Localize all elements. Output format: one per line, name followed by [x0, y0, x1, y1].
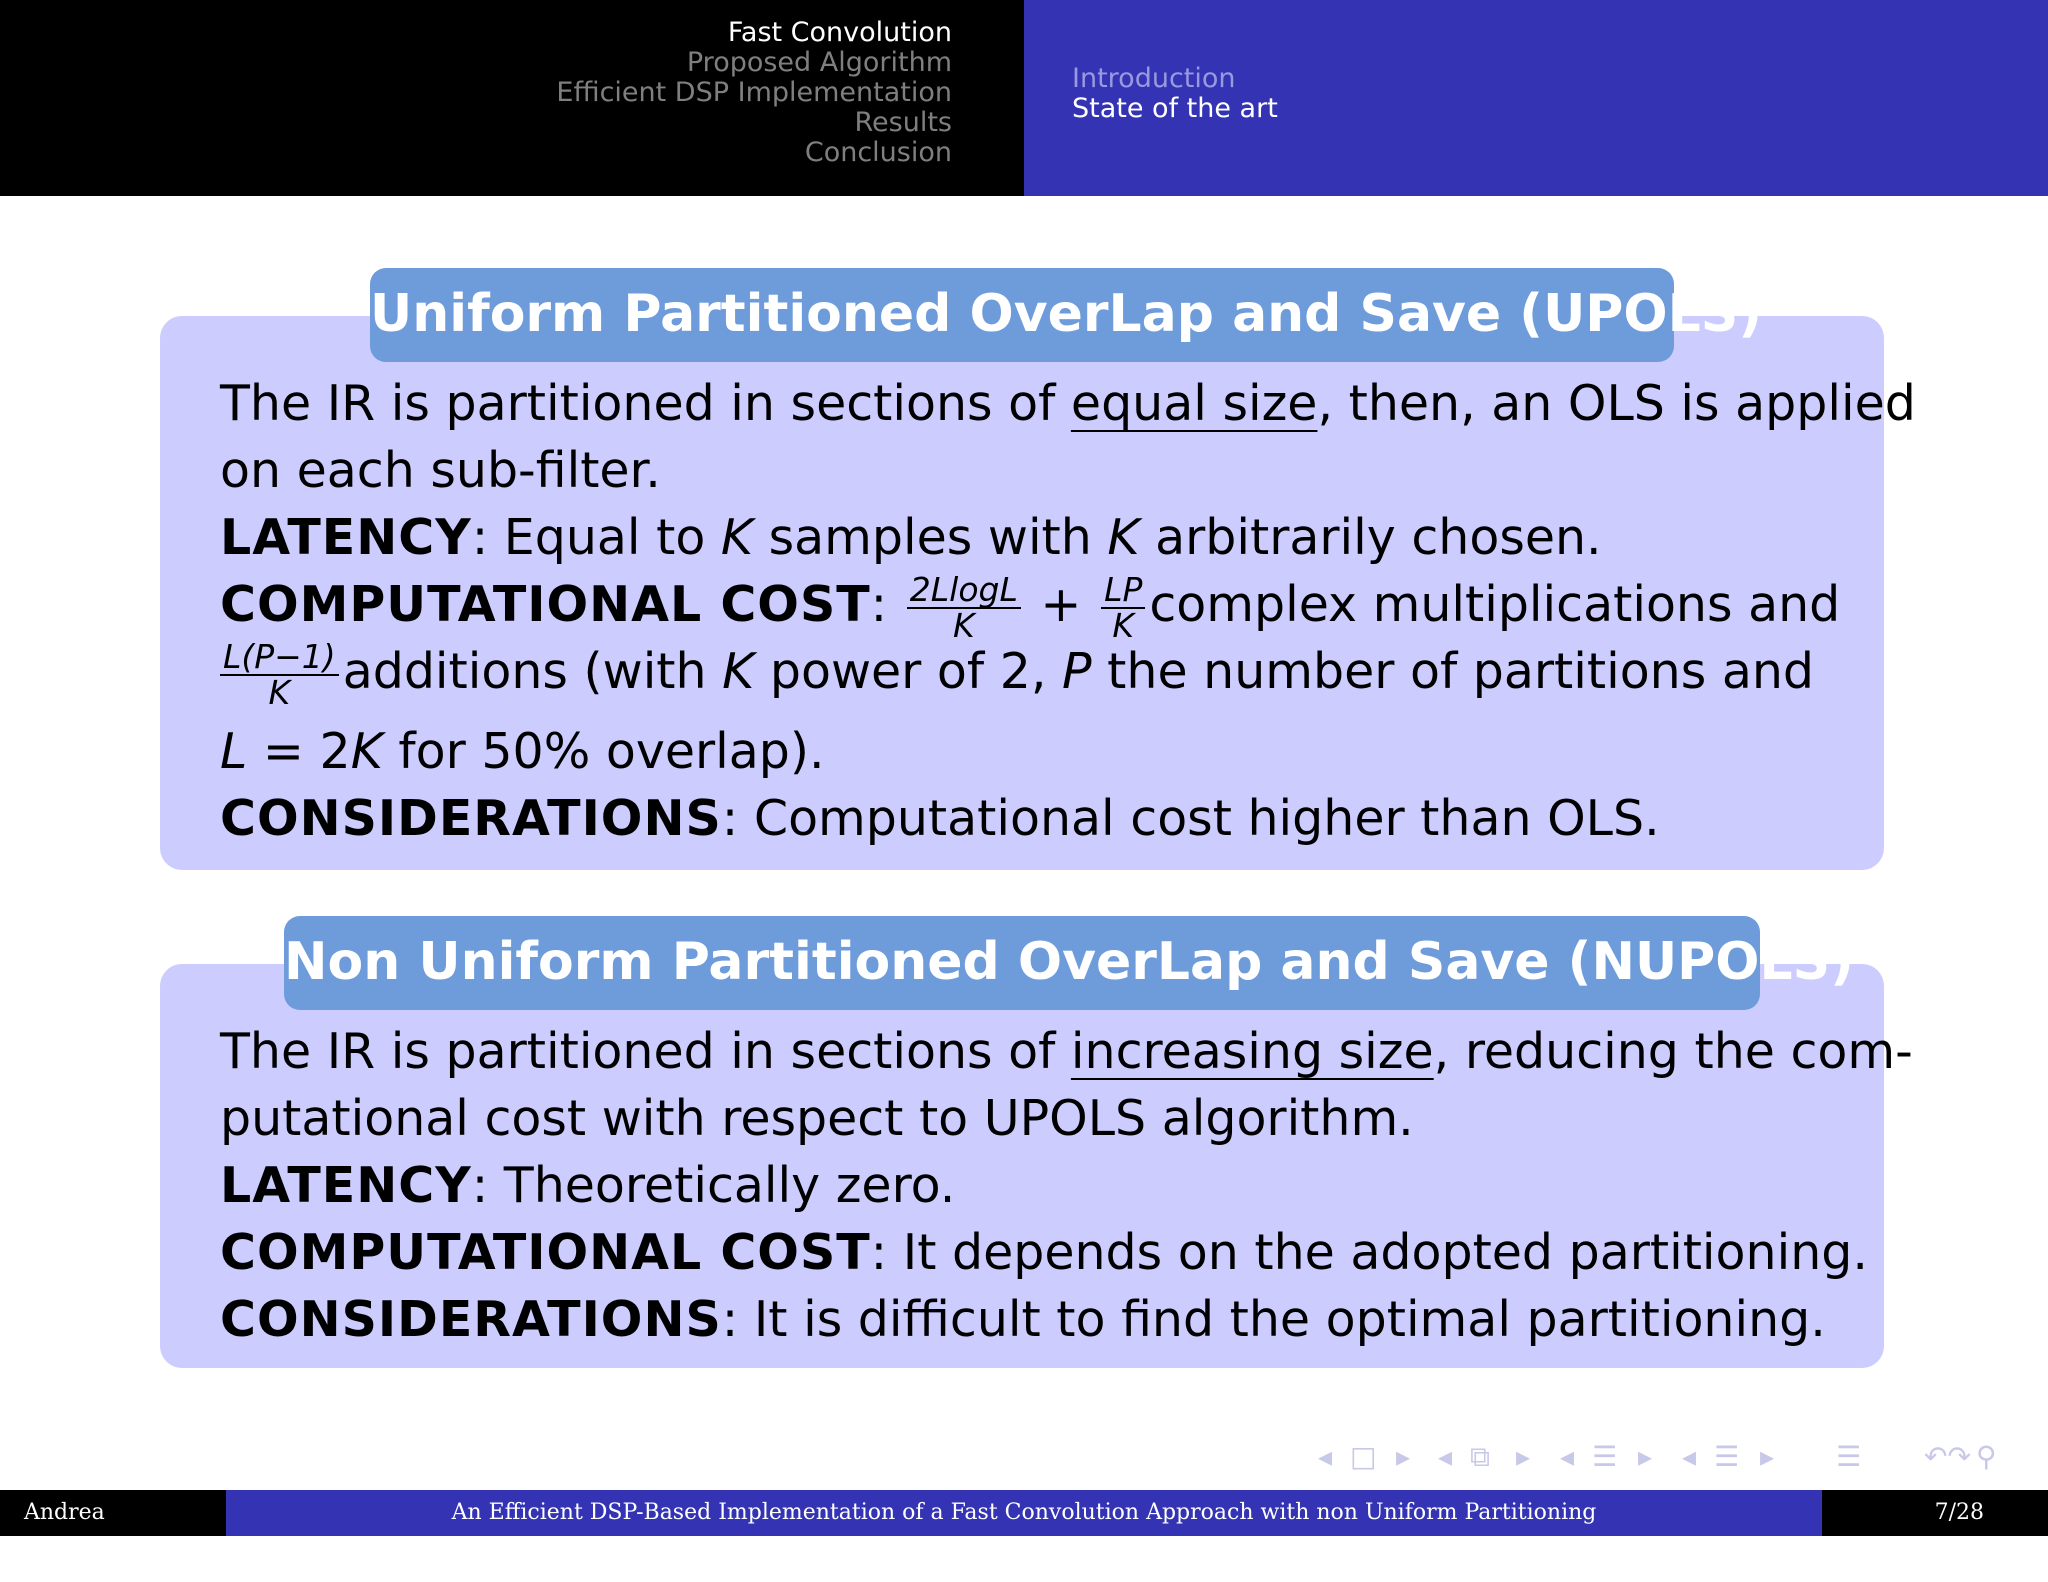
fraction-lp1-over-k	[220, 636, 339, 712]
header-sections-panel	[0, 0, 1024, 196]
math-k: K	[720, 509, 754, 566]
subsection-prev-icon[interactable]: ◂	[1438, 1440, 1453, 1473]
text: power of 2,	[754, 643, 1063, 700]
text: for 50% overlap).	[382, 723, 825, 780]
numerator: 2LlogL	[907, 573, 1021, 609]
text: : Theoretically zero.	[471, 1157, 956, 1214]
increasing-size-underlined: increasing size	[1070, 1023, 1434, 1080]
denominator: K	[952, 605, 975, 645]
text: : It depends on the adopted partitioning.	[870, 1224, 1868, 1281]
upols-latency	[220, 504, 1916, 571]
upols-additions	[220, 638, 1916, 718]
upols-considerations	[220, 785, 1916, 852]
section-efficient-dsp[interactable]: Efficient DSP Implementation	[556, 77, 952, 108]
nav-prev-icon[interactable]: ◂	[1318, 1440, 1333, 1473]
nupols-line-1	[220, 1018, 1913, 1085]
considerations-label: CONSIDERATIONS	[220, 1291, 722, 1348]
back-forward-icon[interactable]: ↶↷	[1924, 1440, 1971, 1473]
beamer-navigation	[1310, 1440, 2030, 1480]
section-proposed-algorithm[interactable]: Proposed Algorithm	[686, 47, 952, 78]
text: , reducing the com-	[1433, 1023, 1913, 1080]
search-icon[interactable]: ⚲	[1976, 1440, 1997, 1473]
math-p: P	[1062, 643, 1092, 700]
nupols-latency	[220, 1152, 1913, 1219]
appendix-icon[interactable]: ☰	[1714, 1440, 1740, 1473]
upols-block-title: Uniform Partitioned OverLap and Save (UPOLS)	[370, 268, 1674, 362]
text: The IR is partitioned in sections of	[220, 375, 1071, 432]
nupols-cost	[220, 1219, 1913, 1286]
cost-label: COMPUTATIONAL COST	[220, 1224, 871, 1281]
footer-title: An Efficient DSP-Based Implementation of a Fast Convolution Approach with non Uniform Partitioning	[451, 1500, 1597, 1525]
footer-author: Andrea Primavera	[24, 1500, 140, 1571]
nupols-considerations	[220, 1286, 1913, 1353]
section-fast-convolution[interactable]: Fast Convolution	[727, 17, 952, 48]
subsection-icon[interactable]: ⧉	[1470, 1440, 1490, 1473]
considerations-label: CONSIDERATIONS	[220, 790, 722, 847]
nupols-line-2: putational cost with respect to UPOLS algorithm.	[220, 1090, 1414, 1147]
text: : Computational cost higher than OLS.	[721, 790, 1660, 847]
toc-icon[interactable]: ☰	[1836, 1440, 1862, 1473]
footer-page-panel	[1822, 1490, 2048, 1536]
math-k: K	[722, 643, 755, 700]
text: , then, an OLS is applied	[1317, 375, 1916, 432]
subsection-nav	[1072, 64, 1278, 124]
subsection-state-of-the-art[interactable]: State of the art	[1072, 93, 1278, 124]
upols-line-1	[220, 370, 1916, 437]
text: : Equal to	[471, 509, 721, 566]
footer-author-panel	[0, 1490, 226, 1571]
numerator: LP	[1101, 573, 1145, 609]
nupols-content	[220, 1018, 1913, 1353]
appendix-next-icon[interactable]: ▸	[1760, 1440, 1775, 1473]
cost-label: COMPUTATIONAL COST	[220, 576, 871, 633]
fraction-2llogl-over-k	[907, 569, 1021, 645]
section-conclusion[interactable]: Conclusion	[804, 137, 952, 168]
section-nav	[556, 18, 952, 168]
text: :	[870, 576, 888, 633]
math-k: K	[350, 723, 383, 780]
upols-cost	[220, 569, 1841, 645]
math-l: L	[220, 723, 248, 780]
fraction-lp-over-k	[1101, 569, 1145, 645]
subsection-introduction[interactable]: Introduction	[1072, 63, 1236, 94]
subsection-next-icon[interactable]: ▸	[1516, 1440, 1531, 1473]
section-icon[interactable]: ☰	[1592, 1440, 1618, 1473]
section-next-icon[interactable]: ▸	[1638, 1440, 1653, 1473]
upols-overlap	[220, 718, 1916, 785]
text: : It is difficult to find the optimal partitioning.	[721, 1291, 1826, 1348]
text: = 2	[247, 723, 351, 780]
text: arbitrarily chosen.	[1139, 509, 1602, 566]
equal-size-underlined: equal size	[1070, 375, 1318, 432]
denominator: K	[268, 672, 291, 712]
section-prev-icon[interactable]: ◂	[1560, 1440, 1575, 1473]
plus-sign: +	[1040, 576, 1082, 633]
nav-next-icon[interactable]: ▸	[1396, 1440, 1411, 1473]
denominator: K	[1112, 605, 1135, 645]
appendix-prev-icon[interactable]: ◂	[1682, 1440, 1697, 1473]
numerator: L(P−1)	[220, 640, 339, 676]
text: The IR is partitioned in sections of	[220, 1023, 1071, 1080]
footer-page-number: 7/28	[1934, 1500, 1984, 1525]
upols-line-2: on each sub-filter.	[220, 442, 661, 499]
nupols-block-title: Non Uniform Partitioned OverLap and Save (NUPOLS)	[284, 916, 1760, 1010]
latency-label: LATENCY	[220, 1157, 472, 1214]
text: samples with	[753, 509, 1108, 566]
footer-title-panel	[226, 1490, 1822, 1536]
latency-label: LATENCY	[220, 509, 472, 566]
math-k: K	[1107, 509, 1140, 566]
frame-icon[interactable]: □	[1350, 1440, 1377, 1473]
text: additions (with	[342, 643, 723, 700]
text: complex multiplications and	[1149, 576, 1841, 633]
section-results[interactable]: Results	[854, 107, 952, 138]
header-subsections-panel	[1024, 0, 2048, 196]
upols-content	[220, 370, 1916, 852]
text: the number of partitions and	[1091, 643, 1815, 700]
